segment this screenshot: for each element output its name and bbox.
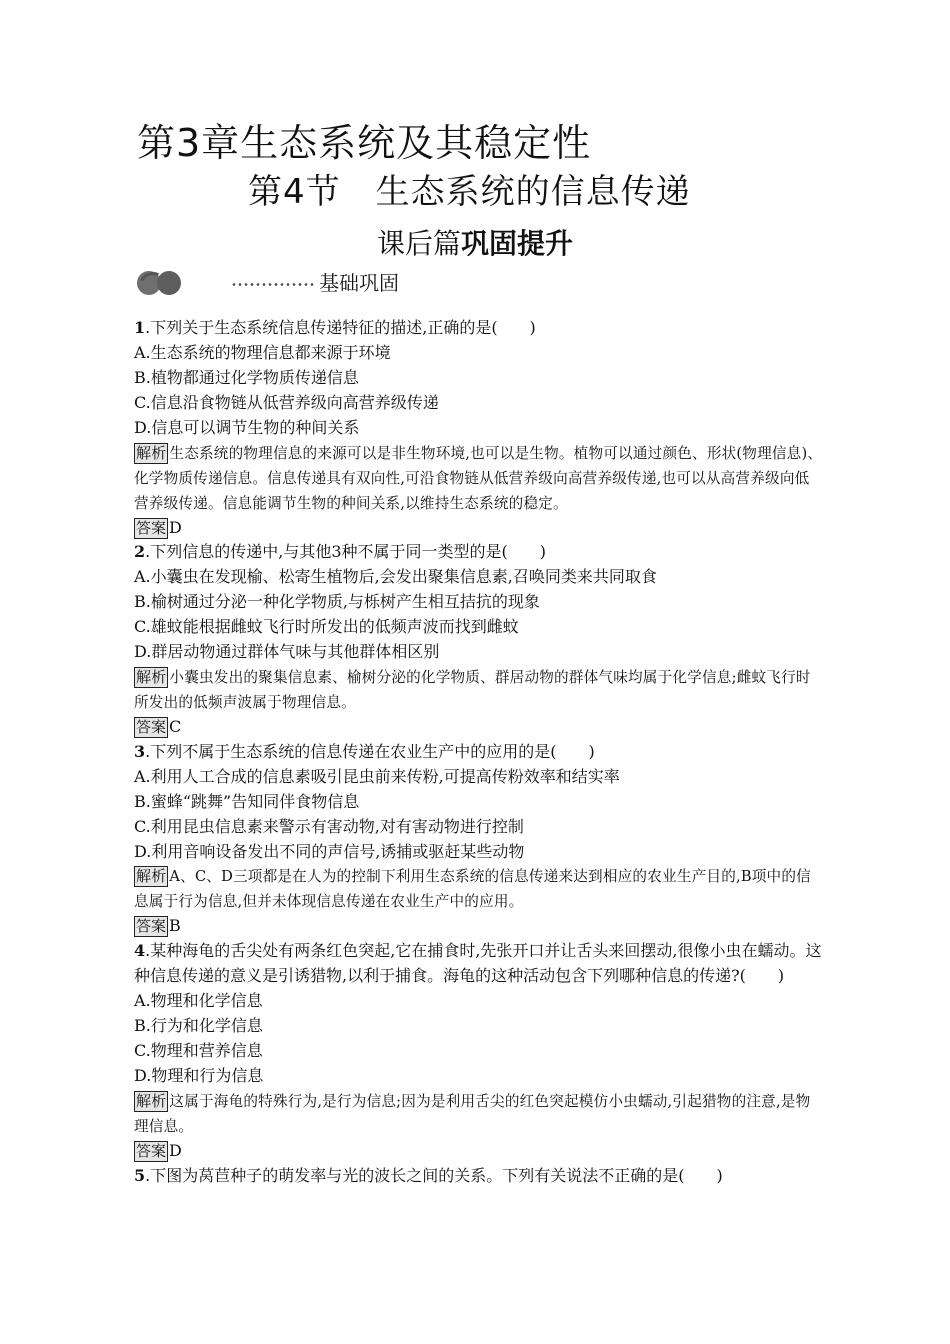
option-c: C.雄蚊能根据雌蚊飞行时所发出的低频声波而找到雌蚊 (134, 617, 519, 637)
answer: 答案 D (136, 1140, 182, 1160)
section-bar-label: 基础巩固 (319, 271, 399, 295)
chapter-title: 第3章生态系统及其稳定性 (137, 121, 592, 165)
analysis: 解析 这属于海龟的特殊行为,是行为信息;因为是利用舌尖的红色突起模仿小虫蠕动,引起猎物的注意,是物理信息。 (134, 1091, 811, 1135)
option-b: B.蜜蜂“跳舞”告知同伴食物信息 (134, 791, 360, 811)
question-stem: 1.下列关于生态系统信息传递特征的描述,正确的是( ) (134, 318, 536, 337)
analysis-tag: 解析 (136, 443, 167, 462)
option-c: C.物理和营养信息 (134, 1040, 263, 1060)
question-number: 4 (134, 941, 146, 961)
option-b: B.行为和化学信息 (134, 1016, 263, 1036)
option-a: A.利用人工合成的信息素吸引昆虫前来传粉,可提高传粉效率和结实率 (134, 766, 620, 786)
sub-title-prefix: 课后篇 (376, 227, 461, 260)
answer-tag: 答案 (136, 518, 167, 537)
option-d: D.信息可以调节生物的种间关系 (134, 417, 360, 437)
answer: 答案 B (136, 916, 181, 936)
question-number: 1 (134, 318, 146, 337)
question-5 (134, 1164, 824, 1189)
option-c: C.利用昆虫信息素来警示有害动物,对有害动物进行控制 (134, 816, 524, 836)
question-number: 2 (134, 542, 146, 562)
sub-title (0, 226, 950, 262)
answer-tag: 答案 (136, 917, 167, 936)
option-a: A.小囊虫在发现榆、松寄生植物后,会发出聚集信息素,召唤同类来共同取食 (134, 567, 657, 587)
answer: 答案 D (136, 517, 182, 537)
question-number: 5 (134, 1165, 146, 1185)
option-c: C.信息沿食物链从低营养级向高营养级传递 (134, 392, 439, 412)
question-stem: 3.下列不属于生态系统的信息传递在农业生产中的应用的是( ) (134, 741, 595, 761)
analysis-tag: 解析 (136, 1091, 167, 1110)
question-1 (134, 316, 824, 540)
section-title: 第4节 生态系统的信息传递 (248, 172, 691, 212)
option-d: D.物理和行为信息 (134, 1065, 264, 1085)
analysis-tag: 解析 (136, 867, 167, 886)
dotted-leader (231, 283, 315, 286)
analysis: 解析 A、C、D三项都是在人为的控制下利用生态系统的信息传递来达到相应的农业生产目的,B项中的信息属于行为信息,但并未体现信息传递在农业生产中的应用。 (134, 867, 811, 911)
answer-tag: 答案 (136, 1141, 167, 1160)
sub-title-bold: 巩固提升 (461, 227, 574, 260)
analysis-tag: 解析 (136, 667, 167, 686)
answer: 答案 C (136, 716, 182, 736)
option-d: D.利用音响设备发出不同的声信号,诱捕或驱赶某些动物 (134, 841, 525, 861)
option-b: B.植物都通过化学物质传递信息 (134, 367, 359, 387)
question-2 (134, 540, 824, 739)
answer-tag: 答案 (136, 717, 167, 736)
analysis: 解析 生态系统的物理信息的来源可以是非生物环境,也可以是生物。植物可以通过颜色、形状(物理信息)、化学物质传递信息。信息传递具有双向性,可沿食物链从低营养级向高营养级传递,也可以从高营养级向低营养级传递。信息能调节生物的种间关系,以维持生态系统的稳定。 (134, 443, 823, 512)
question-list (134, 316, 824, 1189)
option-b: B.榆树通过分泌一种化学物质,与栎树产生相互拮抗的现象 (134, 592, 540, 612)
question-number: 3 (134, 741, 146, 761)
option-a: A.生态系统的物理信息都来源于环境 (134, 342, 391, 362)
question-stem: 2.下列信息的传递中,与其他3种不属于同一类型的是( ) (134, 542, 546, 562)
double-circle-icon-second (157, 271, 181, 295)
section-bar (133, 266, 453, 302)
option-d: D.群居动物通过群体气味与其他群体相区别 (134, 642, 440, 662)
question-stem: 4.某种海龟的舌尖处有两条红色突起,它在捕食时,先张开口并让舌头来回摆动,很像小虫在蠕动。这种信息传递的意义是引诱猎物,以利于捕食。海龟的这种活动包含下列哪种信息的传递?( ) (134, 941, 822, 986)
question-3 (134, 740, 824, 939)
option-a: A.物理和化学信息 (134, 991, 263, 1011)
analysis: 解析 小囊虫发出的聚集信息素、榆树分泌的化学物质、群居动物的群体气味均属于化学信息;雌蚊飞行时所发出的低频声波属于物理信息。 (134, 667, 811, 711)
question-4 (134, 939, 824, 1163)
question-stem: 5.下图为莴苣种子的萌发率与光的波长之间的关系。下列有关说法不正确的是( ) (134, 1165, 723, 1185)
